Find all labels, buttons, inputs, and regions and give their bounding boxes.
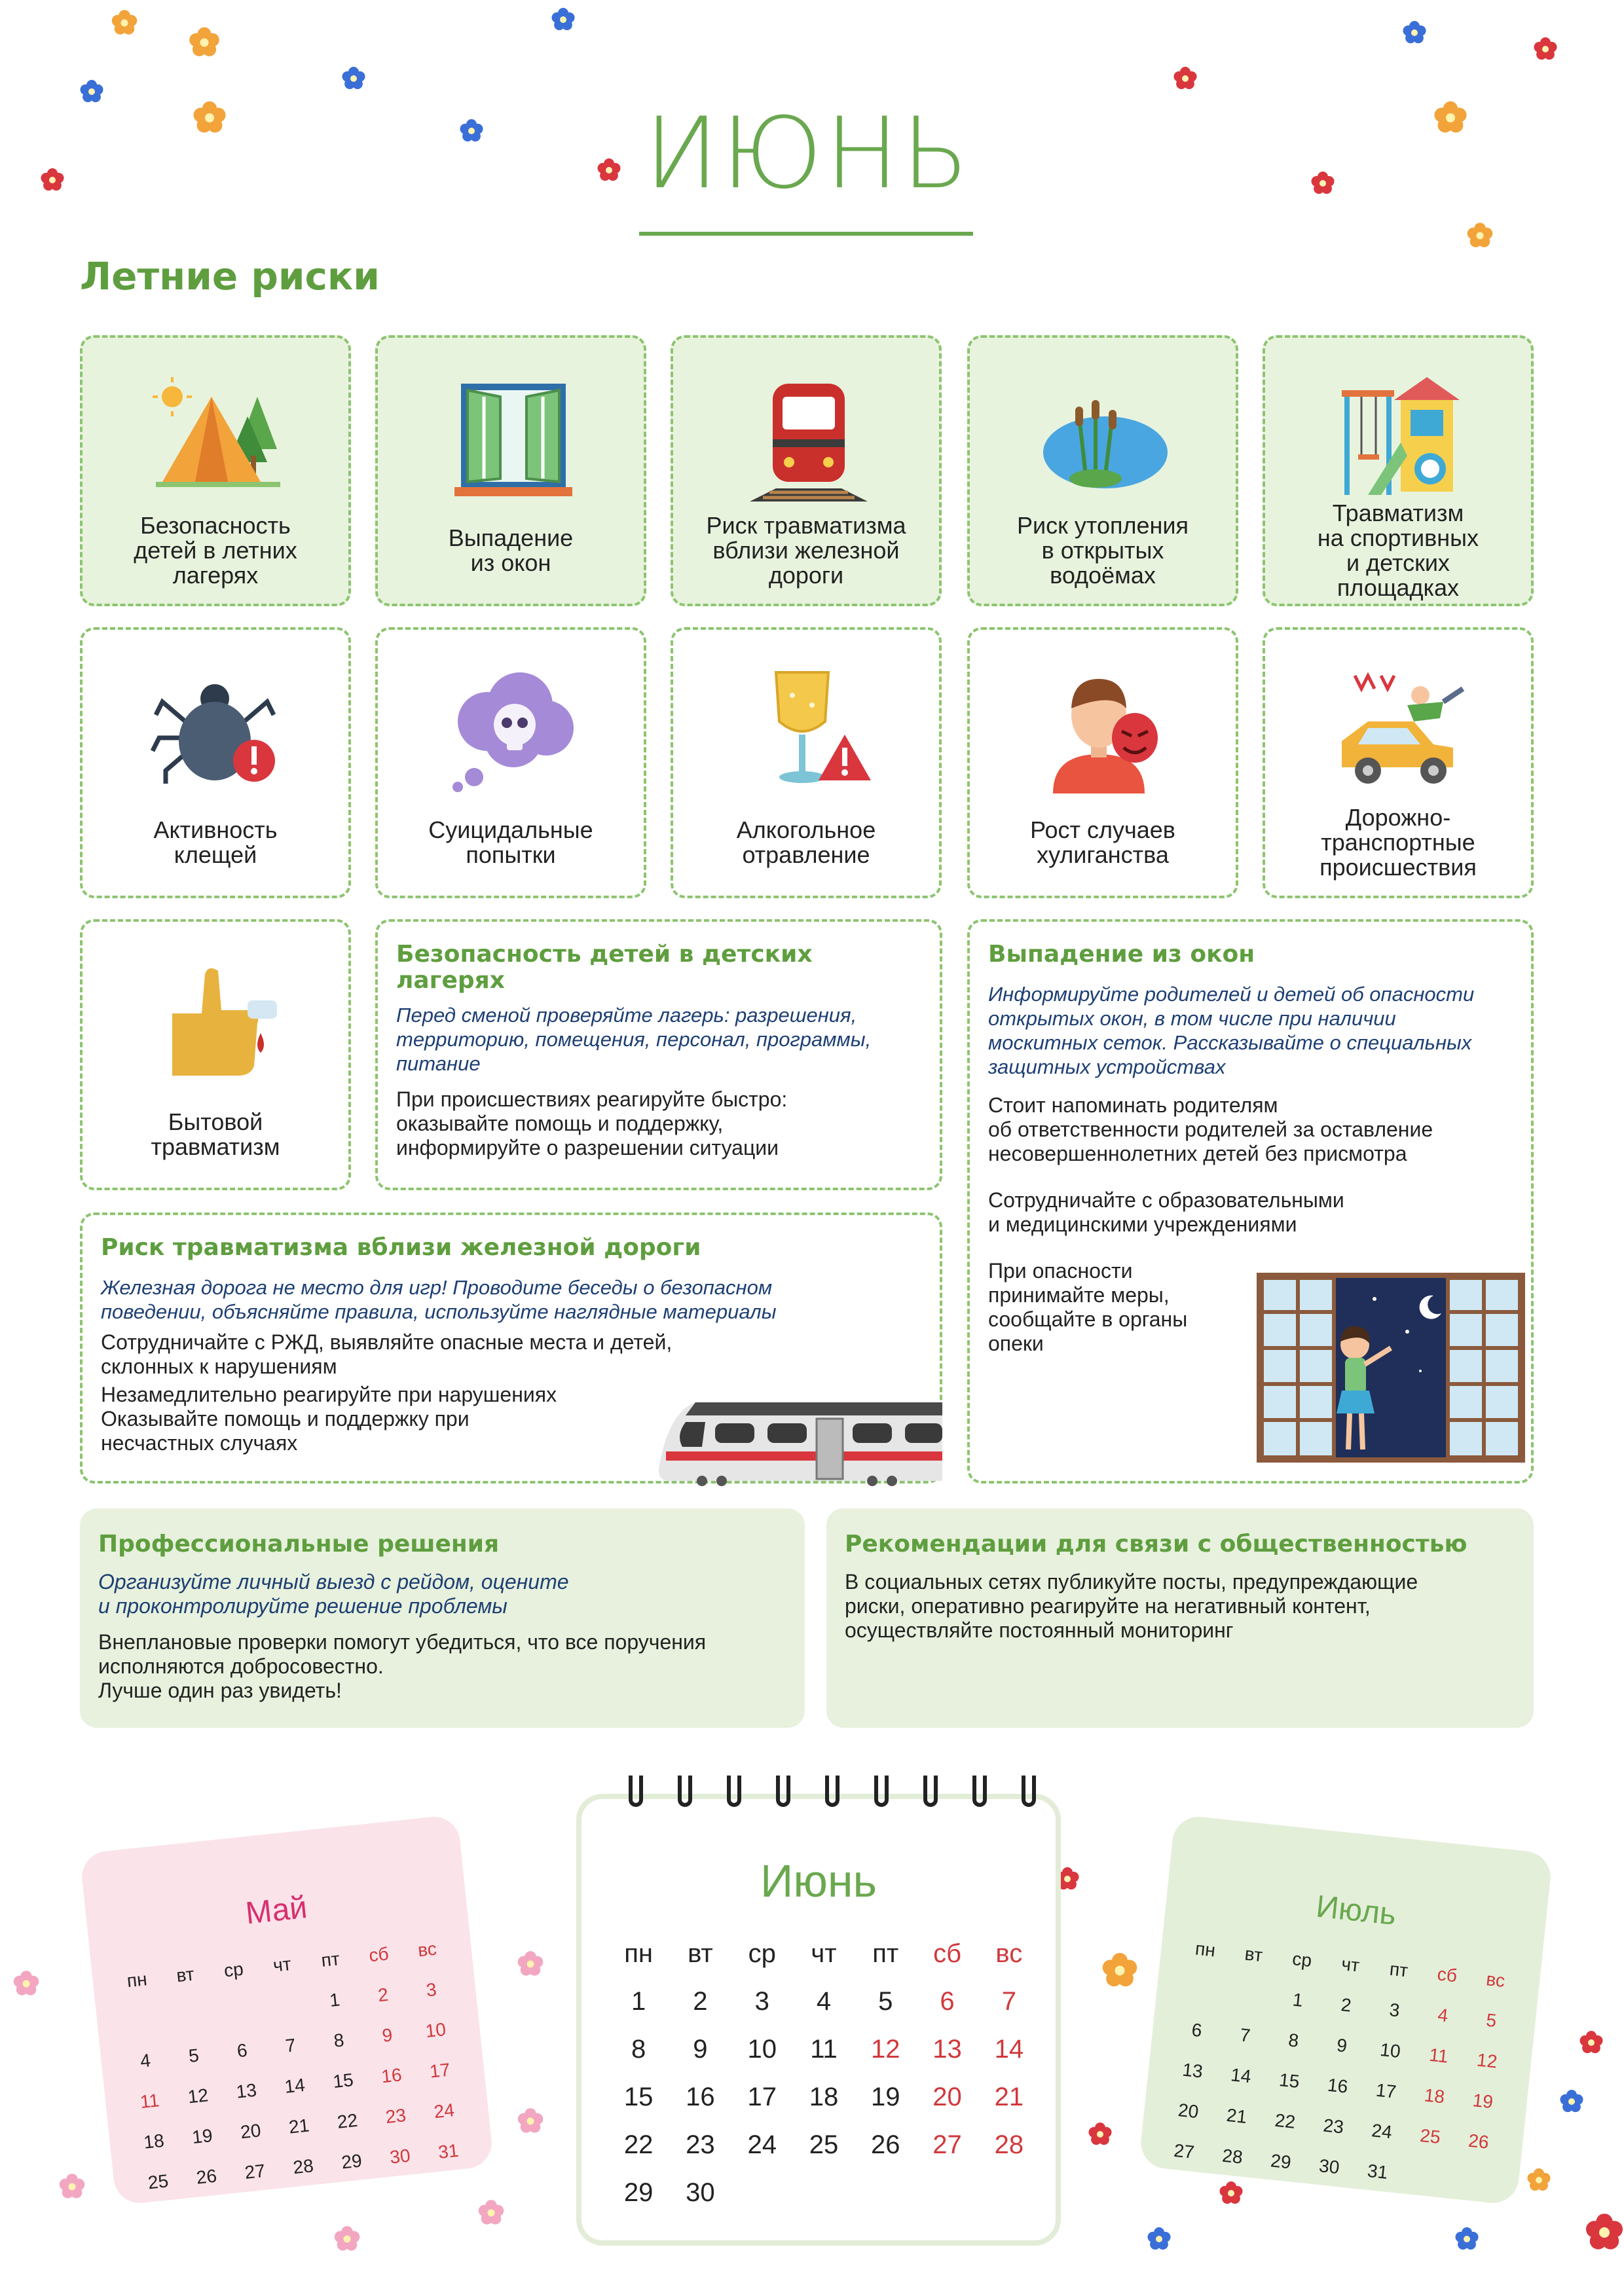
risk-card-label: Суицидальные попытки [428, 816, 593, 868]
calendar-day: 2 [693, 1987, 708, 2016]
weekday-label: вт [175, 1963, 196, 1986]
weekday-label: вт [688, 1939, 713, 1968]
calendar-month-title: Июнь [760, 1855, 877, 1906]
risk-card-label: Бытовой травматизм [151, 1108, 280, 1160]
flower-icon [39, 167, 65, 193]
calendar-day: 4 [1437, 2004, 1449, 2026]
weekday-label: сб [367, 1943, 390, 1966]
flower-icon [1218, 2180, 1244, 2206]
calendar-day: 17 [747, 2083, 777, 2111]
calendar-day: 17 [428, 2059, 451, 2082]
flower-icon [458, 118, 485, 144]
calendar-day: 9 [381, 2024, 394, 2046]
calendar-day: 12 [187, 2085, 210, 2107]
calendar-grid [111, 1927, 475, 2204]
calendar-day: 6 [940, 1987, 955, 2016]
windows-text-parents: Стоит напоминать родителям об ответственности родителей за оставление несовершеннолетних детей без присмотра [988, 1093, 1433, 1165]
calendar-day: 3 [1388, 1999, 1401, 2021]
calendar-day: 14 [994, 2035, 1024, 2064]
calendar-day: 6 [1190, 2019, 1204, 2041]
risk-card-label: Выпадение из окон [448, 524, 574, 576]
camping-tent-icon [146, 371, 290, 501]
train-icon [737, 371, 881, 501]
calendar-day: 30 [686, 2178, 715, 2207]
weekday-label: ср [1291, 1948, 1313, 1971]
professional-solutions-panel [80, 1508, 805, 1728]
page-title: ИЮНЬ [644, 97, 972, 211]
risk-card-label: Риск утопления в открытых водоёмах [1017, 512, 1189, 589]
calendar-day: 4 [139, 2050, 152, 2071]
calendar-day: 19 [191, 2125, 214, 2148]
calendar-day: 22 [1274, 2109, 1297, 2132]
weekday-label: ср [748, 1939, 776, 1968]
calendar-day: 3 [425, 1979, 438, 2001]
camps-italic: Перед сменой проверяйте лагерь: разрешения, территорию, помещения, персонал, программы, питание [396, 1004, 872, 1075]
windows-text-danger: При опасности принимайте меры, сообщайте в органы опеки [988, 1259, 1188, 1355]
flower-icon [12, 1969, 41, 1998]
flower-icon [79, 79, 105, 105]
calendar-day: 25 [809, 2130, 839, 2159]
calendar-june [576, 1794, 1061, 2246]
calendar-day: 15 [1278, 2069, 1301, 2092]
calendar-day: 25 [147, 2170, 170, 2193]
weekday-label: ср [223, 1958, 245, 1981]
calendar-day: 28 [1221, 2145, 1244, 2168]
risk-card-label: Дорожно- транспортные происшествия [1320, 804, 1477, 881]
calendar-july [1138, 1814, 1553, 2206]
calendar-day: 10 [424, 2018, 447, 2041]
tick-warning-icon [146, 663, 290, 793]
weekday-label: вс [416, 1938, 438, 1961]
weekday-label: пт [872, 1939, 899, 1968]
injured-thumb-icon [146, 955, 290, 1085]
calendar-day: 25 [1418, 2125, 1442, 2148]
pond-reeds-icon [1033, 371, 1177, 501]
man-mask-icon [1033, 663, 1177, 793]
calendar-day: 26 [1467, 2130, 1490, 2153]
calendar-ring [678, 1776, 692, 1807]
calendar-day: 15 [331, 2069, 355, 2092]
calendar-day [260, 1982, 312, 2028]
camps-text: При происшествиях реагируйте быстро: оказывайте помощь и поддержку, информируйте о разрешении ситуации [396, 1087, 788, 1159]
calendar-day: 31 [437, 2140, 460, 2162]
weekday-label: чт [272, 1954, 292, 1976]
calendar-day: 12 [871, 2035, 900, 2064]
calendar-day [1399, 2154, 1452, 2199]
flower-icon [191, 100, 228, 136]
flower-icon [1559, 2088, 1585, 2115]
calendar-day: 5 [878, 1987, 893, 2016]
weekday-label: вс [1485, 1969, 1506, 1992]
calendar-day: 3 [754, 1987, 769, 2016]
calendar-day: 9 [1335, 2034, 1348, 2056]
calendar-day: 31 [1366, 2160, 1389, 2183]
calendar-day [978, 2169, 1040, 2217]
calendar-day: 29 [340, 2150, 363, 2173]
calendar-ring [727, 1776, 741, 1807]
calendar-day: 27 [932, 2130, 962, 2159]
public-heading: Рекомендации для связи с общественностью [845, 1531, 1467, 1558]
railway-info-box [80, 1212, 942, 1484]
calendar-day [1223, 1973, 1276, 2018]
calendar-day: 20 [932, 2083, 962, 2111]
windows-italic: Информируйте родителей и детей об опасности открытых окон, в том числе при наличии москитных сеток. Рассказывайте о специальных защитных устройствах [988, 983, 1475, 1078]
public-relations-panel [826, 1508, 1534, 1728]
flower-icon [477, 2198, 506, 2227]
calendar-day: 19 [871, 2083, 900, 2111]
calendar-grid [1158, 1927, 1522, 2204]
wine-glass-warning-icon [737, 663, 881, 793]
calendar-ring [972, 1776, 987, 1807]
flower-icon [1146, 2226, 1172, 2252]
risk-card-label: Травматизм на спортивных и детских площадках [1317, 500, 1479, 601]
calendar-day: 17 [1375, 2079, 1397, 2102]
flower-icon [1100, 1951, 1139, 1990]
flower-icon [187, 26, 221, 60]
calendar-day: 16 [380, 2064, 403, 2087]
girl-at-window-illustration [1257, 1273, 1525, 1463]
professional-heading: Профессиональные решения [98, 1531, 500, 1558]
calendar-day [793, 2169, 855, 2217]
calendar-day: 13 [1181, 2059, 1204, 2082]
calendar-day: 11 [1428, 2044, 1450, 2067]
calendar-day: 4 [816, 1987, 832, 2016]
weekday-label: пн [1194, 1938, 1217, 1961]
weekday-label: чт [811, 1939, 837, 1968]
skull-cloud-icon [441, 663, 585, 793]
flower-icon [516, 2107, 545, 2136]
public-text: В социальных сетях публикуйте посты, предупреждающие риски, оперативно реагируйте на негативный контент, осуществляйте постоянный мониторинг [845, 1570, 1418, 1642]
weekday-label: чт [1340, 1954, 1361, 1976]
flower-icon [1310, 170, 1336, 196]
windows-text-cooperate: Сотрудничайте с образовательными и медицинскими учреждениями [988, 1188, 1344, 1236]
flower-icon [596, 157, 622, 183]
risk-card-label: Рост случаев хулиганства [1030, 816, 1175, 868]
flower-icon [1172, 65, 1198, 92]
risk-card-label: Риск травматизма вблизи железной дороги [706, 512, 906, 589]
calendar-day: 18 [1423, 2085, 1446, 2107]
calendar-day [1175, 1967, 1227, 2013]
calendar-ring [629, 1776, 643, 1807]
calendar-day: 29 [1269, 2150, 1293, 2173]
flower-icon [110, 9, 139, 37]
calendar-day: 1 [631, 1987, 646, 2016]
calendar-day: 7 [1239, 2024, 1251, 2046]
calendar-ring [1022, 1776, 1036, 1807]
flower-icon [1532, 36, 1559, 62]
calendar-ring [923, 1776, 938, 1807]
flower-icon [1432, 100, 1469, 136]
calendar-ring [776, 1776, 790, 1807]
calendar-ring [874, 1776, 889, 1807]
train-illustration [656, 1383, 942, 1487]
calendar-day: 23 [384, 2104, 407, 2128]
calendar-day: 28 [994, 2130, 1024, 2159]
calendar-day: 27 [244, 2160, 267, 2183]
calendar-day: 13 [235, 2079, 258, 2102]
calendar-day [1448, 2159, 1500, 2204]
calendar-grid [608, 1930, 1040, 2217]
weekday-label: вс [995, 1939, 1023, 1968]
camps-heading: Безопасность детей в детских лагерях [396, 941, 813, 994]
flower-icon [1087, 2121, 1113, 2147]
section-subtitle: Летние риски [80, 254, 380, 299]
flower-icon [1583, 2212, 1624, 2253]
calendar-day: 30 [388, 2145, 411, 2168]
camps-info-box [375, 919, 942, 1190]
open-window-icon [441, 371, 585, 501]
calendar-day: 10 [747, 2035, 777, 2064]
flower-icon [550, 7, 576, 33]
railway-italic: Железная дорога не место для игр! Проводите беседы о безопасном поведении, объясняйте правила, используйте наглядные материалы [101, 1276, 777, 1323]
calendar-day: 18 [809, 2083, 839, 2111]
title-underline [639, 232, 973, 236]
calendar-day: 30 [1318, 2155, 1340, 2178]
calendar-day: 9 [693, 2035, 708, 2064]
calendar-ring [825, 1776, 840, 1807]
professional-text: Внеплановые проверки помогут убедиться, что все поручения исполняются добросовестно. Лучше один раз увидеть! [98, 1630, 707, 1702]
calendar-day: 16 [686, 2083, 715, 2111]
risk-card-camps [80, 335, 351, 606]
windows-info-box [967, 919, 1534, 1484]
calendar-day: 21 [994, 2083, 1024, 2111]
risk-card-playground [1263, 335, 1534, 606]
calendar-day: 2 [377, 1984, 390, 2006]
flower-icon [341, 65, 367, 92]
calendar-day: 23 [1322, 2115, 1345, 2138]
calendar-day: 11 [810, 2035, 838, 2064]
risk-card-hooliganism [967, 627, 1238, 898]
calendar-day: 23 [686, 2130, 715, 2159]
calendar-day: 1 [328, 1989, 341, 2011]
risk-card-alcohol [671, 627, 942, 898]
calendar-day: 20 [1177, 2100, 1200, 2123]
risk-card-railway [671, 335, 942, 606]
risk-card-label: Алкогольное отравление [736, 816, 876, 868]
calendar-day [855, 2169, 916, 2217]
calendar-day: 24 [1371, 2120, 1393, 2143]
flower-icon [1578, 2030, 1604, 2056]
calendar-day: 26 [195, 2165, 218, 2188]
risk-card-label: Активность клещей [153, 816, 278, 868]
calendar-may [79, 1814, 494, 2206]
flower-icon [1401, 20, 1428, 46]
railway-heading: Риск травматизма вблизи железной дороги [101, 1234, 701, 1261]
calendar-day: 28 [292, 2155, 315, 2178]
calendar-day: 21 [1225, 2104, 1248, 2128]
weekday-label: пн [126, 1969, 148, 1992]
calendar-day: 7 [1001, 1987, 1016, 2016]
weekday-label: вт [1244, 1943, 1264, 1966]
calendar-day: 21 [287, 2115, 310, 2138]
calendar-day: 22 [336, 2109, 359, 2132]
calendar-day: 8 [631, 2035, 646, 2064]
risk-card-drowning [967, 335, 1238, 606]
risk-card-label: Безопасность детей в летних лагерях [134, 512, 297, 589]
calendar-day: 5 [1485, 2009, 1498, 2032]
risk-card-household [80, 919, 351, 1190]
playground-icon [1329, 371, 1473, 501]
weekday-label: сб [933, 1939, 961, 1968]
calendar-day: 5 [187, 2045, 200, 2066]
calendar-day: 8 [333, 2030, 345, 2051]
calendar-day: 22 [623, 2130, 654, 2159]
calendar-day [731, 2169, 793, 2217]
calendar-day [212, 1988, 264, 2033]
weekday-label: сб [1436, 1963, 1458, 1986]
calendar-day: 14 [1229, 2064, 1253, 2087]
calendar-day [916, 2169, 978, 2217]
weekday-label: пн [624, 1939, 654, 1968]
calendar-day: 6 [236, 2039, 249, 2062]
flower-icon [516, 1950, 545, 1978]
flower-icon [1526, 2167, 1552, 2193]
calendar-day: 8 [1287, 2030, 1300, 2051]
risk-card-ticks [80, 627, 351, 898]
calendar-day: 20 [239, 2120, 262, 2143]
calendar-day: 27 [1173, 2140, 1196, 2162]
railway-text-cooperate: Сотрудничайте с РЖД, выявляйте опасные места и детей, склонных к нарушениям [101, 1330, 673, 1378]
flower-icon [58, 2172, 86, 2201]
calendar-day: 7 [284, 2034, 297, 2056]
flower-icon [1454, 2226, 1480, 2252]
calendar-day: 11 [139, 2090, 160, 2113]
weekday-label: пт [1388, 1958, 1409, 1981]
risk-card-suicide [375, 627, 646, 898]
weekday-label: пт [320, 1948, 341, 1971]
railway-text-respond: Незамедлительно реагируйте при нарушениях Оказывайте помощь и поддержку при несчастных случаях [101, 1383, 557, 1455]
calendar-day: 2 [1340, 1994, 1353, 2016]
calendar-day: 1 [1291, 1989, 1304, 2011]
calendar-day: 15 [623, 2083, 654, 2111]
calendar-day: 24 [747, 2130, 777, 2159]
risk-card-traffic [1263, 627, 1534, 898]
risk-card-windows [375, 335, 646, 606]
calendar-day: 18 [142, 2130, 166, 2153]
calendar-month-title: Май [244, 1890, 309, 1931]
car-accident-icon [1329, 663, 1473, 793]
calendar-day: 29 [623, 2178, 654, 2207]
calendar-day: 13 [932, 2035, 962, 2064]
calendar-day: 24 [433, 2100, 456, 2123]
calendar-day [163, 1993, 215, 2038]
flower-icon [1466, 221, 1494, 250]
calendar-day: 16 [1326, 2074, 1349, 2097]
calendar-month-title: Июль [1314, 1889, 1398, 1933]
calendar-day: 12 [1475, 2049, 1499, 2072]
windows-heading: Выпадение из окон [988, 941, 1255, 968]
calendar-day: 19 [1471, 2090, 1494, 2113]
flower-icon [333, 2225, 361, 2253]
calendar-day: 14 [284, 2074, 306, 2097]
calendar-day: 26 [871, 2130, 900, 2159]
calendar-day [115, 1998, 167, 2043]
professional-italic: Организуйте личный выезд с рейдом, оцените и проконтролируйте решение проблемы [98, 1570, 569, 1618]
calendar-day: 10 [1379, 2039, 1402, 2062]
